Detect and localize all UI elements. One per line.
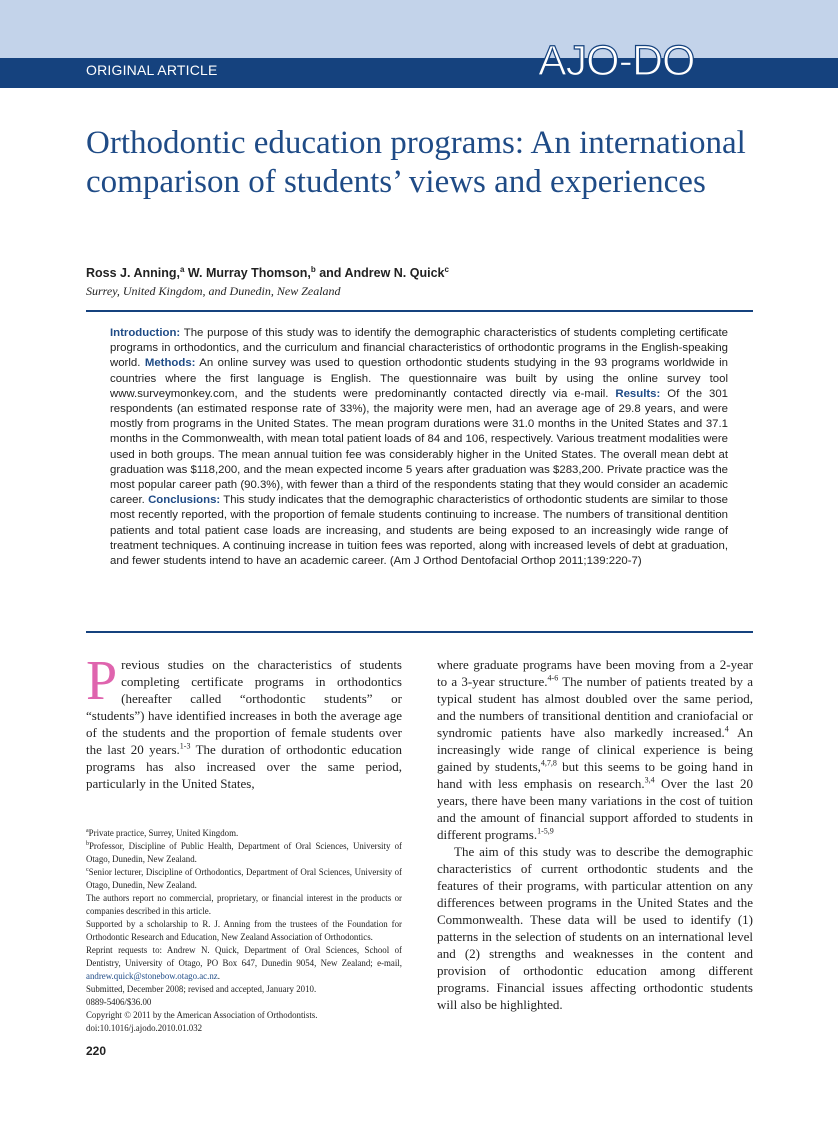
footnote-marker: c xyxy=(86,867,89,874)
citation-ref: 4 xyxy=(724,724,729,734)
footnote-a xyxy=(86,827,402,840)
abstract-conclusions-label: Conclusions: xyxy=(148,494,221,507)
section-label: ORIGINAL ARTICLE xyxy=(86,62,218,78)
author-name: W. Murray Thomson, xyxy=(184,266,311,280)
body-text: but this seems to be going hand in hand with less emphasis on research. xyxy=(437,759,753,791)
body-text: The number of patients treated by a typical student has almost doubled over the same period, and the numbers of transitional dentition and craniofacial or syndromic patients have also markedly increased. xyxy=(437,674,753,740)
author-superscript: a xyxy=(180,264,185,274)
journal-logo: AJO-DO xyxy=(538,37,695,85)
footnote-text: Professor, Discipline of Public Health, Department of Oral Sciences, University of Otago, Dunedin, New Zealand. xyxy=(86,841,402,864)
footnote-text: Private practice, Surrey, United Kingdom. xyxy=(88,828,239,838)
footnote-text: Senior lecturer, Discipline of Orthodontics, Department of Oral Sciences, University of Otago, Dunedin, New Zealand. xyxy=(86,867,402,890)
abstract-results: Of the 301 respondents (an estimated response rate of 33%), the majority were men, had an average age of 29.8 years, and were mostly from programs in the United States. The mean program durations were 31.0 months in the United States and 37.1 months in the Commonwealth, with mean total patient loads of 84 and 106, respectively. Various treatment modalities were used in both groups. The mean annual tuition fee was considerably higher in the United States. The overall mean debt at graduation was $118,200, and the mean expected income 5 years after graduation was $283,200. Private practice was the most popular career path (90.3%), with fewer than a third of the respondents stating that they would consider an academic career. xyxy=(110,387,729,507)
footnote-text: Reprint requests to: Andrew N. Quick, Department of Oral Sciences, School of Dentistry, University of Otago, PO Box 647, Dunedin 9054, New Zealand; e-mail, xyxy=(86,945,402,968)
abstract xyxy=(110,326,728,569)
citation-ref: 1-3 xyxy=(179,741,191,751)
footnote-copyright: Copyright © 2011 by the American Association of Orthodontists. xyxy=(86,1010,318,1020)
body-text: Over the last 20 years, there have been many variations in the cost of tuition and the amount of financial support afforded to students in different programs. xyxy=(437,776,754,842)
body-text: revious studies on the characteristics of students completing certificate programs in orthodontics (hereafter called “orthodontic students” or “students”) have identified increases in both the average age of the students and the proportion of female students over the last 20 years. xyxy=(86,657,402,757)
abstract-top-rule xyxy=(86,310,753,312)
abstract-methods-label: Methods: xyxy=(144,357,196,370)
email-link[interactable]: andrew.quick@stonebow.otago.ac.nz xyxy=(86,971,218,981)
citation-ref: 4,7,8 xyxy=(540,758,557,768)
abstract-introduction-label: Introduction: xyxy=(110,327,181,339)
footnote-support: Supported by a scholarship to R. J. Anning from the trustees of the Foundation for Orthodontic Research and Education, New Zealand Association of Orthodontics. xyxy=(86,919,402,942)
footnote-disclosure: The authors report no commercial, proprietary, or financial interest in the products or companies described in this article. xyxy=(86,893,402,916)
abstract-methods: An online survey was used to question orthodontic students studying in the 93 programs worldwide in countries where the first language is English. The questionnaire was built by using the online survey tool www.surveymonkey.com, and the students were predominantly contacted directly via e-mail. xyxy=(110,357,728,400)
body-text: The duration of orthodontic education programs has also increased over the same period, particularly in the United States, xyxy=(86,742,402,791)
footnote-text: . xyxy=(217,971,220,981)
body-right-column xyxy=(437,656,753,1013)
footnote-reprint xyxy=(86,944,402,983)
footnote-submitted: Submitted, December 2008; revised and accepted, January 2010. xyxy=(86,984,317,994)
article-title: Orthodontic education programs: An international comparison of students’ views and experiences xyxy=(86,125,746,200)
citation-ref: 1-5,9 xyxy=(537,826,554,836)
citation-ref: 4-6 xyxy=(547,673,559,683)
footnote-b xyxy=(86,840,402,866)
footnotes xyxy=(86,827,402,1035)
drop-cap: P xyxy=(86,650,118,712)
footnote-issn: 0889-5406/$36.00 xyxy=(86,997,152,1007)
author-affiliation: Surrey, United Kingdom, and Dunedin, New Zealand xyxy=(86,284,341,298)
footnote-marker: b xyxy=(86,841,89,848)
body-paragraph: The aim of this study was to describe the demographic characteristics of current orthodontic students and the features of their programs, with particular attention on any differences between programs in the United States and the Commonwealth. These data will be used to identify (1) patterns in the selection of students on an international level and (2) strengths and weaknesses in the content and provision of orthodontic education among different programs. Financial issues affecting orthodontic students will also be highlighted. xyxy=(437,844,753,1012)
citation-ref: 3,4 xyxy=(644,775,655,785)
abstract-introduction: The purpose of this study was to identify the demographic characteristics of students completing certificate programs in orthodontics, and the curriculum and financial characteristics of orthodontic programs in the English-speaking world. xyxy=(110,327,728,370)
author-name: and Andrew N. Quick xyxy=(315,266,445,280)
body-left-column xyxy=(86,650,402,792)
author-list xyxy=(86,266,449,280)
author-superscript: b xyxy=(310,264,316,274)
author-name: Ross J. Anning, xyxy=(86,266,180,280)
body-text: An increasingly wide range of clinical experience is being gained by students, xyxy=(437,725,753,774)
top-color-band xyxy=(0,0,838,58)
abstract-bottom-rule xyxy=(86,631,753,633)
body-paragraph xyxy=(437,657,753,842)
footnote-doi: doi:10.1016/j.ajodo.2010.01.032 xyxy=(86,1023,203,1033)
body-text: where graduate programs have been moving from a 2-year to a 3-year structure. xyxy=(437,657,753,689)
author-superscript: c xyxy=(444,264,449,274)
footnote-marker: a xyxy=(86,828,89,835)
footnote-c xyxy=(86,866,402,892)
page-number: 220 xyxy=(86,1044,107,1058)
abstract-results-label: Results: xyxy=(615,387,661,400)
abstract-conclusions: This study indicates that the demographic characteristics of orthodontic students are similar to those most recently reported, with the proportion of female students continuing to increase. The numbers of transitional dentition patients and total patient case loads are increasing, and students are being exposed to an increasingly wide range of treatment techniques. A continuing increase in tuition fees was reported, along with increased levels of debt at graduation, and fewer students intend to have an academic career. (Am J Orthod Dentofacial Orthop 2011;139:220-7) xyxy=(110,494,728,568)
